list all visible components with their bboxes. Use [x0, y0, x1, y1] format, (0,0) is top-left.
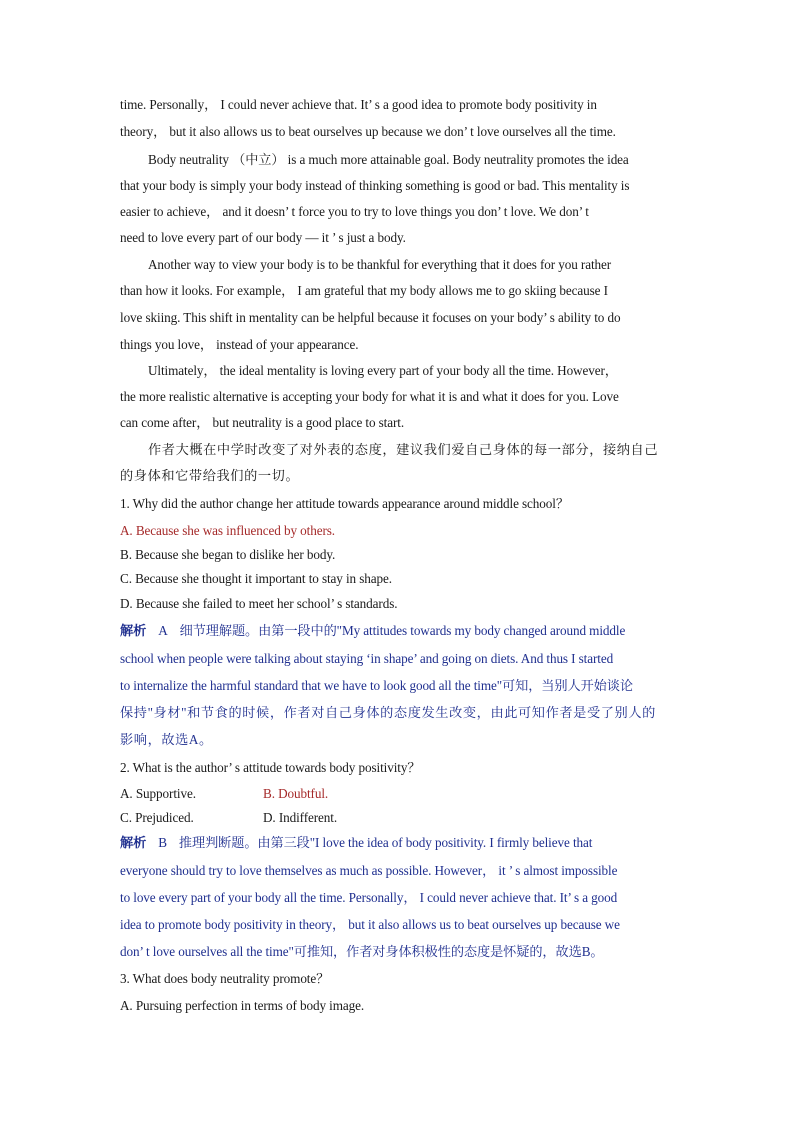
summary-line: 的身体和它带给我们的一切。 — [120, 468, 300, 483]
q2-analysis-line: don’ t love ourselves all the time"可推知，作者对身体积极性的态度是怀疑的，故选B。 — [120, 944, 604, 959]
q2-option-b: B. Doubtful. — [263, 786, 329, 801]
q2-option-c: C. Prejudiced. — [120, 810, 194, 825]
q3-option-a: A. Pursuing perfection in terms of body image. — [120, 998, 365, 1013]
analysis-tag: 解析 — [120, 835, 147, 850]
q2-option-d: D. Indifferent. — [263, 810, 338, 825]
passage-line: theory， but it also allows us to beat ourselves up because we don’ t love ourselves all the time. — [120, 124, 616, 139]
q1-analysis-line: 影响，故选A。 — [120, 732, 213, 747]
q2-analysis — [120, 834, 680, 852]
q2-option-a: A. Supportive. — [120, 786, 196, 801]
question-2: 2. What is the author’ s attitude towards body positivity？ — [120, 760, 421, 775]
q1-analysis-line: school when people were talking about staying ‘in shape’ and going on diets. And thus I started — [120, 651, 614, 666]
q2-options-row-2 — [120, 809, 680, 827]
q1-analysis-line: to internalize the harmful standard that we have to look good all the time"可知，当别人开始谈论 — [120, 678, 633, 693]
passage-line: things you love， instead of your appearance. — [120, 337, 359, 352]
q1-option-a: A. Because she was influenced by others. — [120, 523, 335, 538]
passage-line: that your body is simply your body instead of thinking something is good or bad. This mentality is — [120, 178, 630, 193]
passage-line: time. Personally， I could never achieve that. It’ s a good idea to promote body positivity in — [120, 97, 597, 112]
passage-line: the more realistic alternative is accepting your body for what it is and what it does for you. Love — [120, 389, 619, 404]
passage-line: love skiing. This shift in mentality can be helpful because it focuses on your body’ s ability to do — [120, 310, 621, 325]
summary-line: 作者大概在中学时改变了对外表的态度，建议我们爱自己身体的每一部分，接纳自己 — [148, 442, 659, 457]
q1-analysis-line: 保持"身材"和节食的时候，作者对自己身体的态度发生改变，由此可知作者是受了别人的 — [120, 705, 656, 720]
analysis-text: 细节理解题。由第一段中的"My attitudes towards my body changed around middle — [179, 623, 626, 638]
q2-options-row-1 — [120, 785, 680, 803]
q2-analysis-line: idea to promote body positivity in theory， but it also allows us to beat ourselves up because we — [120, 917, 620, 932]
question-3: 3. What does body neutrality promote？ — [120, 971, 330, 986]
q1-analysis — [120, 622, 680, 640]
q2-analysis-line: to love every part of your body all the time. Personally， I could never achieve that. It’ s a good — [120, 890, 618, 905]
passage-line: than how it looks. For example， I am grateful that my body allows me to go skiing because I — [120, 283, 608, 298]
q1-option-b: B. Because she began to dislike her body. — [120, 547, 336, 562]
passage-line: can come after， but neutrality is a good place to start. — [120, 415, 405, 430]
answer-letter: A — [158, 623, 168, 638]
q1-option-c: C. Because she thought it important to stay in shape. — [120, 571, 392, 586]
question-1: 1. Why did the author change her attitude towards appearance around middle school？ — [120, 496, 569, 511]
analysis-tag: 解析 — [120, 623, 147, 638]
passage-line: Ultimately， the ideal mentality is loving every part of your body all the time. However， — [148, 363, 618, 378]
passage-line: easier to achieve， and it doesn’ t force you to try to love things you don’ t love. We don’ t — [120, 204, 589, 219]
passage-line: need to love every part of our body — it ’ s just a body. — [120, 230, 406, 245]
answer-letter: B — [158, 835, 167, 850]
passage-line: Another way to view your body is to be thankful for everything that it does for you rather — [148, 257, 612, 272]
q1-option-d: D. Because she failed to meet her school’ s standards. — [120, 596, 398, 611]
analysis-text: 推理判断题。由第三段"I love the idea of body positivity. I firmly believe that — [178, 835, 593, 850]
q2-analysis-line: everyone should try to love themselves as much as possible. However， it ’ s almost impossible — [120, 863, 618, 878]
passage-line: Body neutrality （中立） is a much more attainable goal. Body neutrality promotes the idea — [148, 152, 629, 167]
